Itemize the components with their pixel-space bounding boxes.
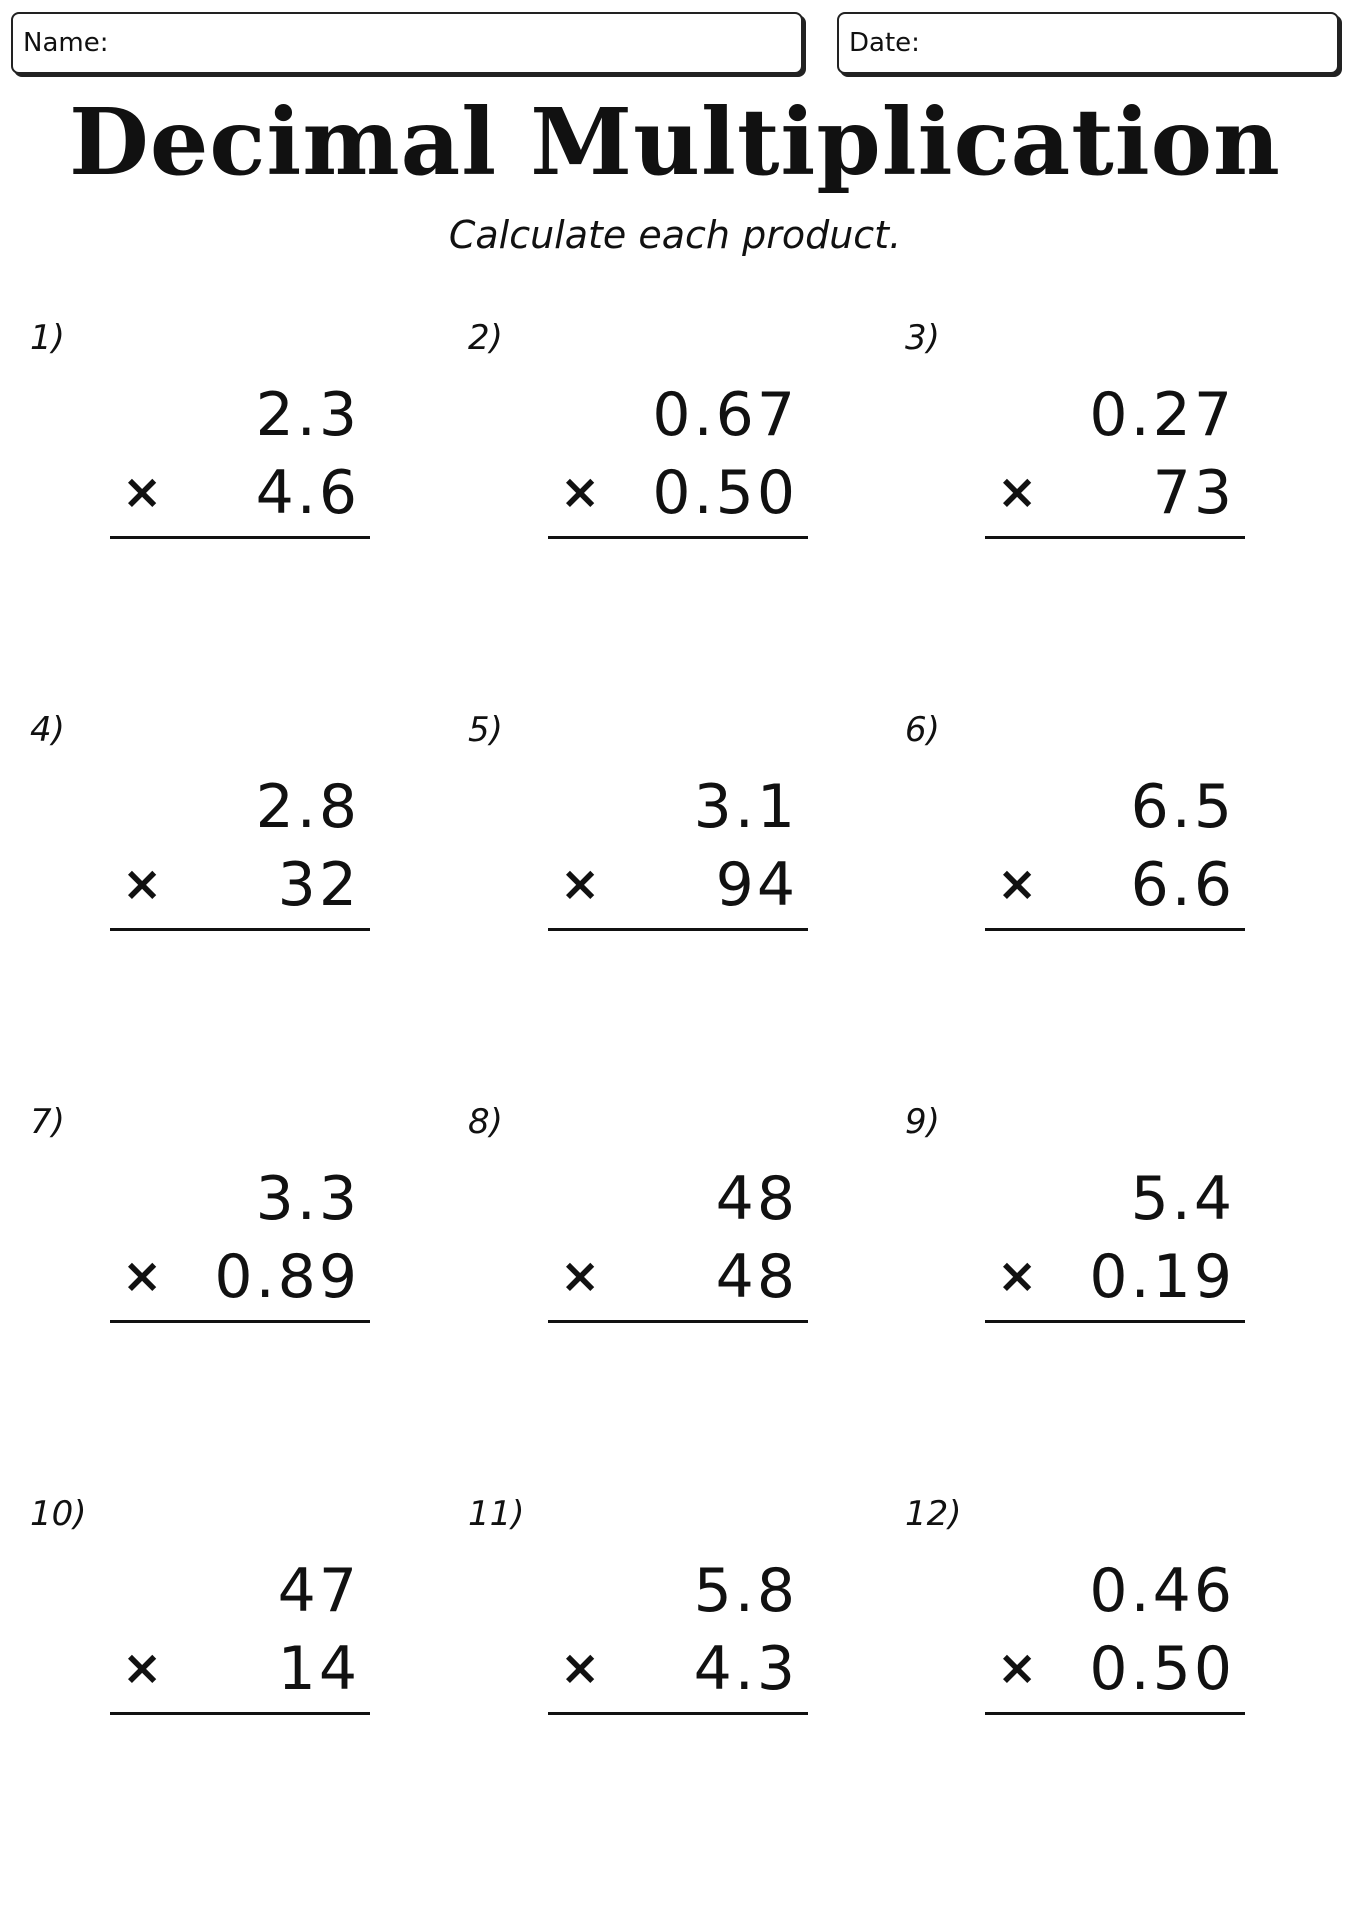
problem-12 [905, 1494, 1305, 1794]
problem-number: 8) [468, 1102, 503, 1142]
answer-line [985, 928, 1245, 931]
multiplier: 94 [715, 850, 798, 920]
problem-4 [30, 710, 430, 1010]
multiplicand: 0.67 [652, 380, 798, 450]
problem-number: 7) [30, 1102, 65, 1142]
page-title: Decimal Multiplication [69, 88, 1281, 196]
multiplier: 73 [1152, 458, 1235, 528]
multiplier: 4.6 [255, 458, 360, 528]
times-sign: × [560, 464, 601, 520]
multiplier: 48 [715, 1242, 798, 1312]
times-sign: × [560, 1640, 601, 1696]
problem-1 [30, 318, 430, 618]
problem-7 [30, 1102, 430, 1402]
date-field[interactable] [837, 12, 1339, 74]
multiplicand: 3.1 [693, 772, 798, 842]
answer-line [110, 928, 370, 931]
multiplicand: 2.8 [255, 772, 360, 842]
answer-line [548, 928, 808, 931]
times-sign: × [122, 1640, 163, 1696]
times-sign: × [560, 1248, 601, 1304]
answer-line [548, 1712, 808, 1715]
name-label: Name: [23, 28, 109, 58]
problem-number: 9) [905, 1102, 940, 1142]
times-sign: × [997, 856, 1038, 912]
name-field[interactable] [11, 12, 803, 74]
multiplicand: 2.3 [255, 380, 360, 450]
multiplicand: 5.8 [693, 1556, 798, 1626]
multiplicand: 47 [277, 1556, 360, 1626]
multiplier: 0.19 [1089, 1242, 1235, 1312]
answer-line [548, 536, 808, 539]
problem-9 [905, 1102, 1305, 1402]
problem-number: 3) [905, 318, 940, 358]
times-sign: × [997, 1640, 1038, 1696]
multiplier: 0.50 [652, 458, 798, 528]
problem-number: 4) [30, 710, 65, 750]
problem-number: 1) [30, 318, 65, 358]
multiplier: 4.3 [693, 1634, 798, 1704]
multiplier: 32 [277, 850, 360, 920]
times-sign: × [560, 856, 601, 912]
problem-5 [468, 710, 868, 1010]
answer-line [985, 536, 1245, 539]
times-sign: × [997, 1248, 1038, 1304]
problem-2 [468, 318, 868, 618]
problem-8 [468, 1102, 868, 1402]
problem-6 [905, 710, 1305, 1010]
times-sign: × [997, 464, 1038, 520]
problem-10 [30, 1494, 430, 1794]
multiplier: 0.50 [1089, 1634, 1235, 1704]
multiplicand: 6.5 [1130, 772, 1235, 842]
problem-number: 5) [468, 710, 503, 750]
problem-number: 10) [30, 1494, 87, 1534]
times-sign: × [122, 464, 163, 520]
answer-line [110, 1712, 370, 1715]
problem-11 [468, 1494, 868, 1794]
answer-line [110, 1320, 370, 1323]
multiplicand: 3.3 [255, 1164, 360, 1234]
problem-grid [0, 318, 1350, 1878]
problem-number: 6) [905, 710, 940, 750]
problem-number: 12) [905, 1494, 962, 1534]
problem-number: 11) [468, 1494, 525, 1534]
multiplier: 14 [277, 1634, 360, 1704]
problem-number: 2) [468, 318, 503, 358]
times-sign: × [122, 1248, 163, 1304]
answer-line [110, 536, 370, 539]
instructions: Calculate each product. [448, 213, 902, 257]
answer-line [985, 1320, 1245, 1323]
times-sign: × [122, 856, 163, 912]
answer-line [985, 1712, 1245, 1715]
multiplier: 6.6 [1130, 850, 1235, 920]
answer-line [548, 1320, 808, 1323]
multiplier: 0.89 [214, 1242, 360, 1312]
problem-3 [905, 318, 1305, 618]
multiplicand: 0.27 [1089, 380, 1235, 450]
multiplicand: 5.4 [1130, 1164, 1235, 1234]
multiplicand: 0.46 [1089, 1556, 1235, 1626]
date-label: Date: [849, 28, 920, 58]
multiplicand: 48 [715, 1164, 798, 1234]
